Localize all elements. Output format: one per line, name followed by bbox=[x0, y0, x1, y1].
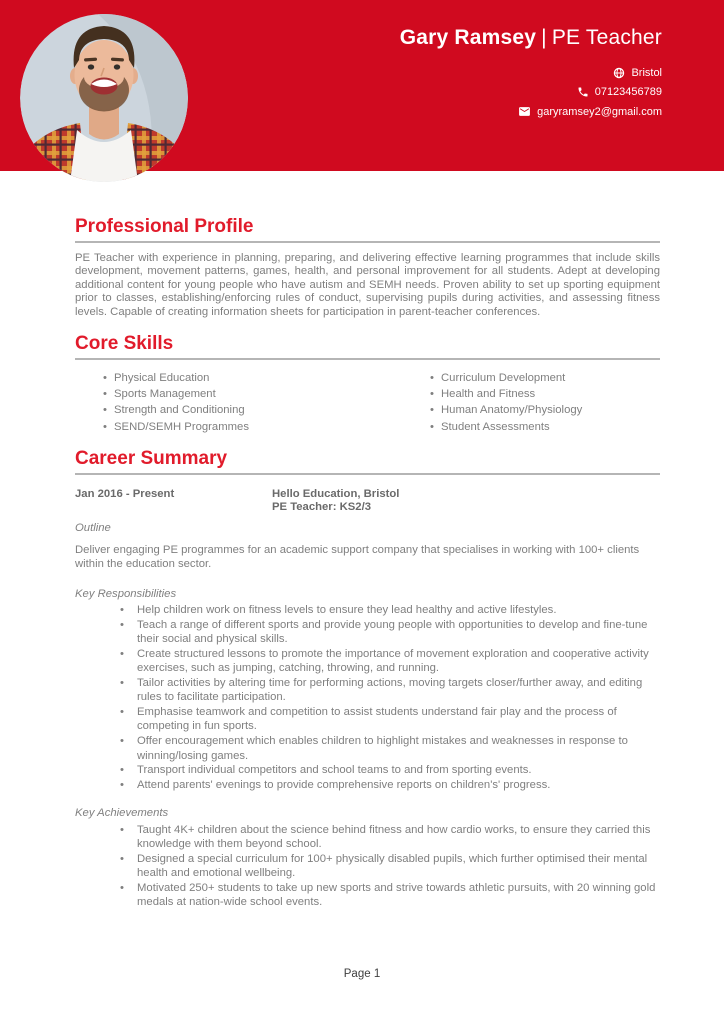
achievements-list bbox=[75, 823, 660, 910]
responsibilities-list bbox=[75, 603, 660, 792]
page-title bbox=[400, 26, 662, 50]
contact-email-text: garyramsey2@gmail.com bbox=[537, 105, 662, 118]
skill-label: SEND/SEMH Programmes bbox=[114, 420, 249, 433]
cv-body bbox=[75, 216, 660, 910]
job-dates: Jan 2016 - Present bbox=[75, 487, 175, 500]
section-heading-core-skills: Core Skills bbox=[75, 333, 660, 360]
bullet-dot: • bbox=[120, 618, 124, 631]
skill-item bbox=[75, 419, 402, 435]
responsibility-item bbox=[75, 603, 660, 618]
achievement-item bbox=[75, 823, 660, 852]
bullet-dot: • bbox=[430, 404, 434, 417]
core-skills-list bbox=[75, 370, 660, 435]
skill-item bbox=[402, 370, 660, 386]
outline-label: Outline bbox=[75, 521, 111, 534]
profile-photo bbox=[20, 13, 188, 183]
achievement-item bbox=[75, 852, 660, 881]
responsibility-item bbox=[75, 618, 660, 647]
responsibility-item bbox=[75, 763, 660, 778]
responsibility-item bbox=[75, 705, 660, 734]
responsibility-text: Create structured lessons to promote the importance of movement exploration and cooperative activity exercises, such as jumping, catching, throwing, and running. bbox=[137, 647, 649, 675]
achievement-text: Designed a special curriculum for 100+ physically disabled pupils, which further optimised their mental health and emotional wellbeing. bbox=[137, 852, 648, 880]
job-employer: Hello Education, Bristol bbox=[272, 487, 400, 500]
skill-label: Human Anatomy/Physiology bbox=[441, 404, 583, 417]
contact-location bbox=[400, 63, 662, 83]
bullet-dot: • bbox=[120, 604, 124, 617]
bullet-dot: • bbox=[120, 881, 124, 894]
candidate-name: Gary Ramsey bbox=[399, 26, 537, 49]
contact-phone bbox=[400, 83, 662, 103]
skill-item bbox=[75, 386, 402, 402]
bullet-dot: • bbox=[120, 705, 124, 718]
skill-label: Health and Fitness bbox=[441, 388, 536, 401]
outline-text: Deliver engaging PE programmes for an academic support company that specialises in working with 100+ clients within the education sector. bbox=[75, 544, 640, 570]
achievements-label: Key Achievements bbox=[75, 807, 169, 820]
achievement-text: Motivated 250+ students to take up new sports and strive towards athletic pursuits, with 20 winning gold medals at nation-wide school events. bbox=[137, 881, 656, 909]
page-number: Page 1 bbox=[343, 968, 381, 980]
bullet-dot: • bbox=[120, 852, 124, 865]
bullet-dot: • bbox=[120, 778, 124, 791]
globe-icon bbox=[613, 67, 625, 79]
title-separator: | bbox=[541, 26, 547, 49]
responsibility-item bbox=[75, 676, 660, 705]
responsibilities-label: Key Responsibilities bbox=[75, 587, 177, 600]
bullet-dot: • bbox=[103, 404, 107, 417]
bullet-dot: • bbox=[430, 372, 434, 385]
bullet-dot: • bbox=[103, 388, 107, 401]
bullet-dot: • bbox=[103, 420, 107, 433]
contact-block bbox=[400, 63, 662, 122]
skill-label: Curriculum Development bbox=[441, 372, 566, 385]
bullet-dot: • bbox=[430, 420, 434, 433]
responsibility-text: Teach a range of different sports and provide young people with opportunities to develop and fine-tune their social and physical skills. bbox=[137, 618, 648, 646]
job-header bbox=[75, 488, 660, 515]
bullet-dot: • bbox=[120, 647, 124, 660]
phone-icon bbox=[577, 86, 589, 98]
bullet-dot: • bbox=[120, 676, 124, 689]
skill-item bbox=[75, 402, 402, 418]
skill-label: Physical Education bbox=[114, 372, 210, 385]
candidate-job-title: PE Teacher bbox=[551, 26, 662, 49]
section-heading-career-summary: Career Summary bbox=[75, 448, 660, 475]
contact-email bbox=[400, 102, 662, 122]
professional-profile-text: PE Teacher with experience in planning, preparing, and delivering effective learning programmes that include skills development, movement patterns, games, health, and personal improvement for all students. Adept at developing additional content for young people who have autism and SEMH needs. Proven ability to set up sporting equipment prior to classes, establishing/enforcing rules of conduct, supervising pupils during activities, and assessing fitness levels. Capable of creating information sheets for participation in parent-teacher conferences. bbox=[75, 252, 660, 318]
bullet-dot: • bbox=[120, 823, 124, 836]
responsibility-item bbox=[75, 647, 660, 676]
responsibility-text: Help children work on fitness levels to ensure they lead healthy and active lifestyles. bbox=[137, 604, 557, 617]
bullet-dot: • bbox=[103, 372, 107, 385]
responsibility-item bbox=[75, 778, 660, 793]
skill-item bbox=[402, 402, 660, 418]
job-employer-role bbox=[272, 488, 660, 515]
bullet-dot: • bbox=[120, 764, 124, 777]
skill-item bbox=[402, 386, 660, 402]
responsibility-text: Offer encouragement which enables children to highlight mistakes and weaknesses in response to winning/losing games. bbox=[137, 734, 628, 762]
skill-label: Sports Management bbox=[114, 388, 216, 401]
bullet-dot: • bbox=[430, 388, 434, 401]
responsibility-item bbox=[75, 734, 660, 763]
core-skills-column-right bbox=[402, 370, 660, 435]
responsibility-text: Tailor activities by altering time for performing actions, moving targets closer/further away, and editing rules to facilitate participation. bbox=[137, 676, 643, 704]
skill-label: Student Assessments bbox=[441, 420, 550, 433]
skill-item bbox=[75, 370, 402, 386]
achievement-item bbox=[75, 881, 660, 910]
job-role: PE Teacher: KS2/3 bbox=[272, 501, 371, 514]
mail-icon bbox=[518, 105, 531, 118]
achievement-text: Taught 4K+ children about the science behind fitness and how cardio works, to ensure they carried this knowledge with them beyond school. bbox=[137, 823, 651, 851]
skill-item bbox=[402, 419, 660, 435]
bullet-dot: • bbox=[120, 734, 124, 747]
responsibility-text: Transport individual competitors and school teams to and from sporting events. bbox=[137, 764, 532, 777]
contact-phone-text: 07123456789 bbox=[594, 86, 662, 99]
core-skills-column-left bbox=[75, 370, 402, 435]
responsibility-text: Attend parents' evenings to provide comprehensive reports on children's' progress. bbox=[137, 778, 551, 791]
contact-location-text: Bristol bbox=[631, 66, 662, 79]
responsibility-text: Emphasise teamwork and competition to assist students understand fair play and the process of competing in fun sports. bbox=[137, 705, 617, 733]
profile-photo-illustration bbox=[20, 13, 188, 183]
section-heading-professional-profile: Professional Profile bbox=[75, 216, 660, 243]
skill-label: Strength and Conditioning bbox=[114, 404, 245, 417]
